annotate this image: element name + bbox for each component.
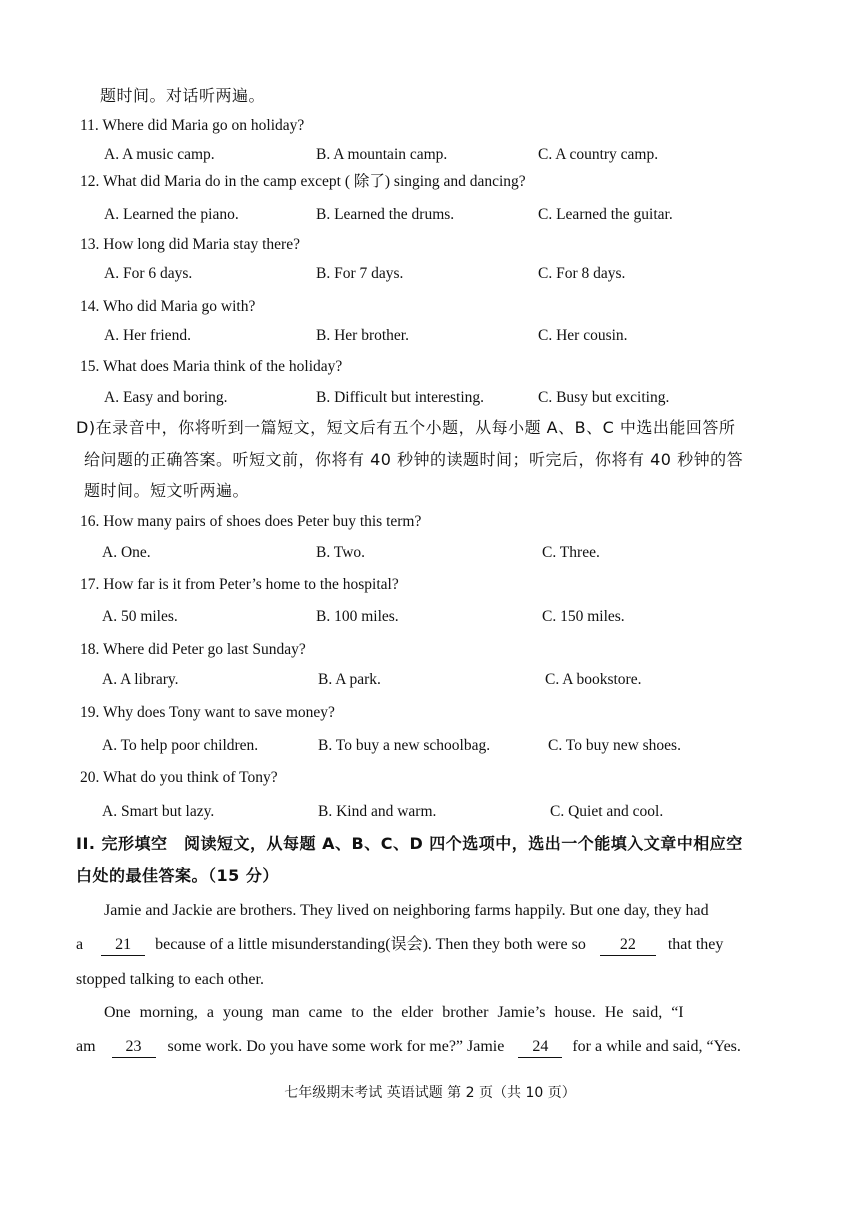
question-11: 11. Where did Maria go on holiday? [80,117,305,134]
option-16-b: B. Two. [316,544,366,561]
question-17: 17. How far is it from Peter’s home to the hospital? [80,576,399,593]
passage-text: am [76,1038,96,1055]
option-18-a: A. A library. [102,671,179,688]
option-15-b: B. Difficult but interesting. [316,389,485,406]
option-17-a: A. 50 miles. [102,608,178,625]
question-14: 14. Who did Maria go with? [80,298,256,315]
section-c-tail: 题时间。对话听两遍。 [100,86,266,105]
option-19-a: A. To help poor children. [102,737,259,754]
option-19-b: B. To buy a new schoolbag. [318,737,491,754]
option-20-b: B. Kind and warm. [318,803,437,820]
blank-24: 24 [518,1037,562,1058]
passage-p2-line2 [76,1037,741,1058]
option-11-c: C. A country camp. [538,146,659,163]
passage-p2-line1: One morning, a young man came to the elder brother Jamie’s house. He said, “I [104,1004,684,1021]
option-16-a: A. One. [102,544,151,561]
passage-text: some work. Do you have some work for me?” Jamie [167,1038,505,1055]
question-20: 20. What do you think of Tony? [80,769,278,786]
section-d-instruction-2: 给问题的正确答案。听短文前，你将有 40 秒钟的读题时间；听完后，你将有 40 秒钟的答 [84,450,744,469]
passage-text: a [76,936,84,953]
passage-text: for a while and said, “Yes. [572,1038,741,1055]
option-20-c: C. Quiet and cool. [550,803,664,820]
option-14-c: C. Her cousin. [538,327,628,344]
option-18-c: C. A bookstore. [545,671,642,688]
option-11-a: A. A music camp. [104,146,215,163]
option-12-a: A. Learned the piano. [104,206,239,223]
option-19-c: C. To buy new shoes. [548,737,681,754]
option-17-b: B. 100 miles. [316,608,399,625]
option-13-c: C. For 8 days. [538,265,626,282]
question-16: 16. How many pairs of shoes does Peter buy this term? [80,513,422,530]
option-14-b: B. Her brother. [316,327,409,344]
section-ii-heading-cont: 白处的最佳答案。（15 分） [76,866,279,885]
passage-p1-line3: stopped talking to each other. [76,971,264,988]
question-19: 19. Why does Tony want to save money? [80,704,335,721]
passage-p1-line2 [76,935,723,956]
option-15-a: A. Easy and boring. [104,389,228,406]
question-15: 15. What does Maria think of the holiday? [80,358,343,375]
option-11-b: B. A mountain camp. [316,146,448,163]
section-d-instruction-3: 题时间。短文听两遍。 [84,481,250,500]
blank-21: 21 [101,935,145,956]
section-d-instruction-1: D)在录音中，你将听到一篇短文，短文后有五个小题，从每小题 A、B、C 中选出能回答所 [76,418,736,437]
blank-23: 23 [112,1037,156,1058]
option-17-c: C. 150 miles. [542,608,625,625]
option-15-c: C. Busy but exciting. [538,389,670,406]
option-16-c: C. Three. [542,544,600,561]
question-13: 13. How long did Maria stay there? [80,236,300,253]
option-12-b: B. Learned the drums. [316,206,455,223]
question-18: 18. Where did Peter go last Sunday? [80,641,306,658]
passage-p1-line1: Jamie and Jackie are brothers. They lived on neighboring farms happily. But one day, they had [104,902,709,919]
option-14-a: A. Her friend. [104,327,191,344]
option-20-a: A. Smart but lazy. [102,803,215,820]
section-ii-heading: II. 完形填空 阅读短文，从每题 A、B、C、D 四个选项中，选出一个能填入文章中相应空 [76,834,743,853]
option-12-c: C. Learned the guitar. [538,206,673,223]
passage-text: because of a little misunderstanding(误会). Then they both were so [155,936,586,953]
page-footer: 七年级期末考试 英语试题 第 2 页（共 10 页） [284,1085,576,1101]
option-13-a: A. For 6 days. [104,265,193,282]
passage-text: that they [667,936,724,953]
blank-22: 22 [600,935,656,956]
option-13-b: B. For 7 days. [316,265,404,282]
question-12: 12. What did Maria do in the camp except ( 除了) singing and dancing? [80,173,526,190]
option-18-b: B. A park. [318,671,381,688]
